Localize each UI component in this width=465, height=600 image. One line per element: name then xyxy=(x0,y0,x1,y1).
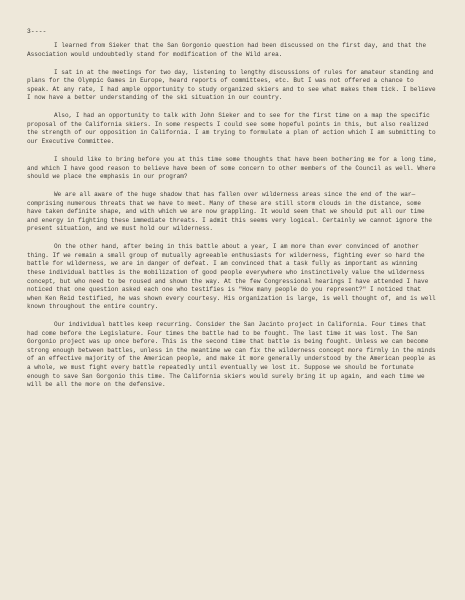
paragraph: I sat in at the meetings for two day, listening to lengthy discussions of rules for amateur standing and plans for the Olympic Games in Europe, heard reports of committees, etc. But I was not offered a chance to speak. At any rate, I had ample opportunity to study organized skiers and to see what makes them tick. I believe I now have a better understanding of the ski situation in our country. xyxy=(27,68,436,102)
page-number: 3---- xyxy=(27,28,47,35)
paragraph: Also, I had an opportunity to talk with John Sieker and to see for the first time on a map the specific proposal of the California skiers. In some respects I could see some hopeful points in this, but also realized the strength of our opposition in California. I am trying to formulate a plan of action which I am submitting to our Executive Committee. xyxy=(27,112,436,145)
paragraph: We are all aware of the huge shadow that has fallen over wilderness areas since the end of the war—comprising numerous threats that we have to meet. Many of these are still storm clouds in the distance, some have taken definite shape, and with which we are now grappling. It would seem that we should put all our time and energy in fighting these immediate threats. I admit this seems very logical. Certainly we cannot ignore the present situation, and we must hold our wilderness. xyxy=(27,191,433,233)
letter-body xyxy=(27,42,439,399)
paragraph: On the other hand, after being in this battle about a year, I am more than ever convinced of another thing. If we remain a small group of mutually agreeable enthusiasts for wilderness, fighting ever so hard the battle for wilderness, we are in danger of defeat. I am convinced that a task fully as important as winning these individual battles is the mobilization of good people everywhere who instinctively value the wilderness concept, but who need to be roused and shown the way. At the few Congressional hearings I have attended I have noticed that one question asked each one who testifies is "How many people do you represent?" I noticed that when Ken Reid testified, he was shown every courtesy. His organization is large, is well thought of, and is well known throughout the entire country. xyxy=(27,243,436,311)
paragraph: Our individual battles keep recurring. Consider the San Jacinto project in California. Four times that had come before the Legislature. Four times the battle had to be fought. The last time it was lost. The San Gorgonio project was up once before. This is the second time that battle is being fought. Unless we can become strong enough between battles, unless in the meantime we can fix the wilderness concept more firmly in the minds of an effective majority of the American people, and make it more generally understood by the American people as a whole, we must fight every battle repeatedly until eventually we lost it. Suppose we should be fortunate enough to save San Gorgonio this time. The California skiers would surely bring it up again, and each time we will be all the more on the defensive. xyxy=(27,321,436,389)
paragraph: I should like to bring before you at this time some thoughts that have been bothering me for a long time, and which I have good reason to believe have been of some concern to other members of the Council as well. Where should we place the emphasis in our program? xyxy=(27,155,438,181)
paragraph: I learned from Sieker that the San Gorgonio question had been discussed on the first day, and that the Association would undoubtedly stand for modification of the Wild area. xyxy=(27,42,427,58)
